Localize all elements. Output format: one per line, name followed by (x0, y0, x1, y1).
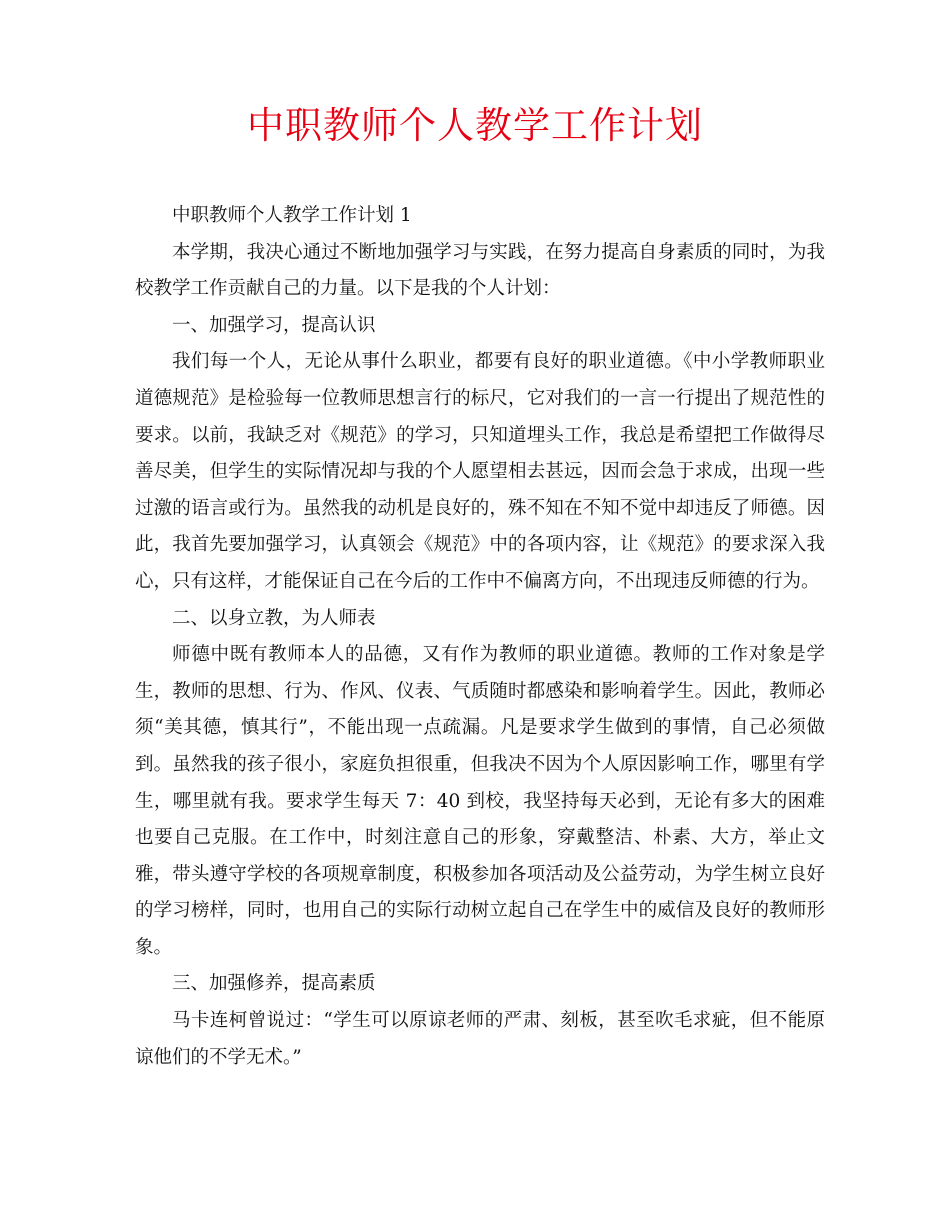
document-body (135, 198, 825, 1076)
section-heading: 二、以身立教，为人师表 (172, 607, 376, 629)
section-heading: 三、加强修养，提高素质 (172, 973, 376, 995)
document-title: 中职教师个人教学工作计划 (247, 104, 703, 147)
body-paragraph: 马卡连柯曾说过：“学生可以原谅老师的严肃、刻板，甚至吹毛求疵，但不能原谅他们的不学无术。” (135, 1010, 825, 1068)
section-heading: 一、加强学习，提高认识 (172, 314, 376, 336)
section-heading: 中职教师个人教学工作计划 1 (172, 205, 412, 226)
body-paragraph: 我们每一个人，无论从事什么职业，都要有良好的职业道德。《中小学教师职业道德规范》是检验每一位教师思想言行的标尺，它对我们的一言一行提出了规范性的要求。以前，我缺乏对《规范》的学习，只知道埋头工作，我总是希望把工作做得尽善尽美，但学生的实际情况却与我的个人愿望相去甚远，因而会急于求成，出现一些过激的语言或行为。虽然我的动机是良好的，殊不知在不知不觉中却违反了师德。因此，我首先要加强学习，认真领会《规范》中的各项内容，让《规范》的要求深入我心，只有这样，才能保证自己在今后的工作中不偏离方向，不出现违反师德的行为。 (135, 351, 825, 592)
body-paragraph: 师德中既有教师本人的品德，又有作为教师的职业道德。教师的工作对象是学生，教师的思想、行为、作风、仪表、气质随时都感染和影响着学生。因此，教师必须“美其德，慎其行”，不能出现一点疏漏。凡是要求学生做到的事情，自己必须做到。虽然我的孩子很小，家庭负担很重，但我决不因为个人原因影响工作，哪里有学生，哪里就有我。要求学生每天 7：40 到校，我坚持每天必到，无论有多大的困难也要自己克服。在工作中，时刻注意自己的形象，穿戴整洁、朴素、大方，举止文雅，带头遵守学校的各项规章制度，积极参加各项活动及公益劳动，为学生树立良好的学习榜样，同时，也用自己的实际行动树立起自己在学生中的威信及良好的教师形象。 (135, 644, 825, 958)
intro-paragraph: 本学期，我决心通过不断地加强学习与实践，在努力提高自身素质的同时，为我校教学工作贡献自己的力量。以下是我的个人计划： (135, 241, 825, 300)
